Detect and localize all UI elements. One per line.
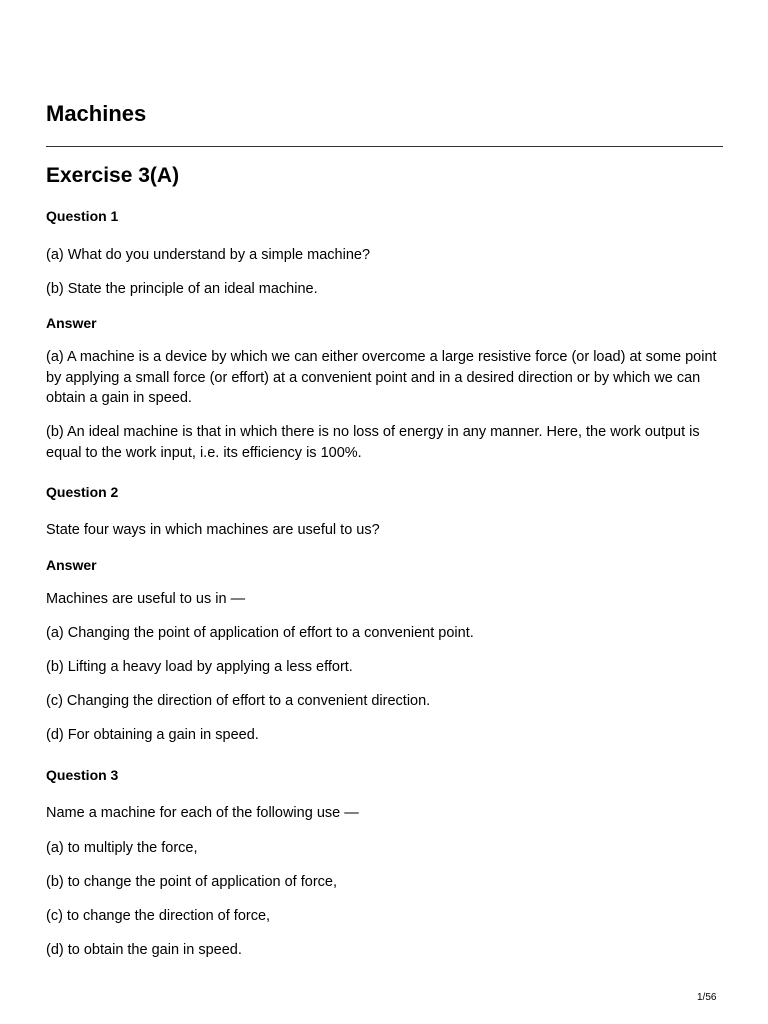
question-3-item-c: (c) to change the direction of force, [46, 908, 271, 924]
answer-2-item-b: (b) Lifting a heavy load by applying a less effort. [46, 659, 353, 675]
question-3-item-b: (b) to change the point of application of force, [46, 874, 337, 890]
page-number: 1/56 [697, 992, 717, 1003]
answer-2-label: Answer [46, 557, 97, 573]
document-title: Machines [46, 101, 147, 126]
answer-2-item-d: (d) For obtaining a gain in speed. [46, 727, 259, 743]
answer-2-item-a: (a) Changing the point of application of effort to a convenient point. [46, 625, 474, 641]
question-3-item-d: (d) to obtain the gain in speed. [46, 942, 242, 958]
question-3-item-a: (a) to multiply the force, [46, 840, 198, 856]
answer-1-label: Answer [46, 315, 97, 331]
answer-1-paragraph-b: (b) An ideal machine is that in which there is no loss of energy in any manner. Here, the work output is equal to the work input, i.e. its efficiency is 100%. [46, 424, 700, 461]
answer-1-paragraph-a: (a) A machine is a device by which we can either overcome a large resistive force (or load) at some point by applying a small force (or effort) at a convenient point and in a desired direction or by which we can obtain a gain in speed. [46, 349, 717, 406]
question-1-line-b: (b) State the principle of an ideal machine. [46, 281, 318, 297]
question-2-label: Question 2 [46, 484, 119, 500]
question-3-label: Question 3 [46, 767, 119, 783]
section-title: Exercise 3(A) [46, 164, 180, 187]
question-1-label: Question 1 [46, 208, 119, 224]
question-3-intro: Name a machine for each of the following use — [46, 805, 359, 821]
question-2-line: State four ways in which machines are useful to us? [46, 522, 380, 538]
answer-2-intro: Machines are useful to us in — [46, 591, 246, 607]
answer-2-item-c: (c) Changing the direction of effort to a convenient direction. [46, 693, 431, 709]
question-1-line-a: (a) What do you understand by a simple machine? [46, 247, 371, 263]
title-divider [46, 146, 723, 147]
